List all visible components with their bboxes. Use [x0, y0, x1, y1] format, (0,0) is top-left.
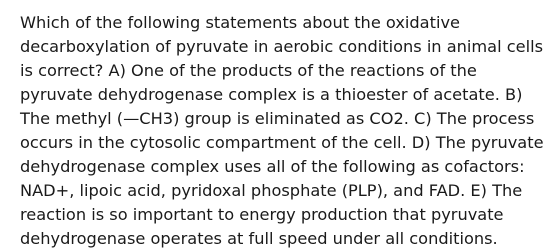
question-line: decarboxylation of pyruvate in aerobic conditions in animal cells: [20, 37, 544, 56]
question-line: Which of the following statements about the oxidative: [20, 13, 460, 32]
question-text: [20, 11, 542, 251]
question-line: The methyl (—CH3) group is eliminated as CO2. C) The process: [20, 109, 535, 128]
question-line: reaction is so important to energy production that pyruvate: [20, 205, 504, 224]
question-line: dehydrogenase complex uses all of the following as cofactors:: [20, 157, 525, 176]
question-line: dehydrogenase operates at full speed under all conditions.: [20, 229, 498, 248]
question-line: occurs in the cytosolic compartment of the cell. D) The pyruvate: [20, 133, 544, 152]
question-line: is correct? A) One of the products of the reactions of the: [20, 61, 477, 80]
question-line: pyruvate dehydrogenase complex is a thioester of acetate. B): [20, 85, 523, 104]
question-line: NAD+, lipoic acid, pyridoxal phosphate (PLP), and FAD. E) The: [20, 181, 523, 200]
